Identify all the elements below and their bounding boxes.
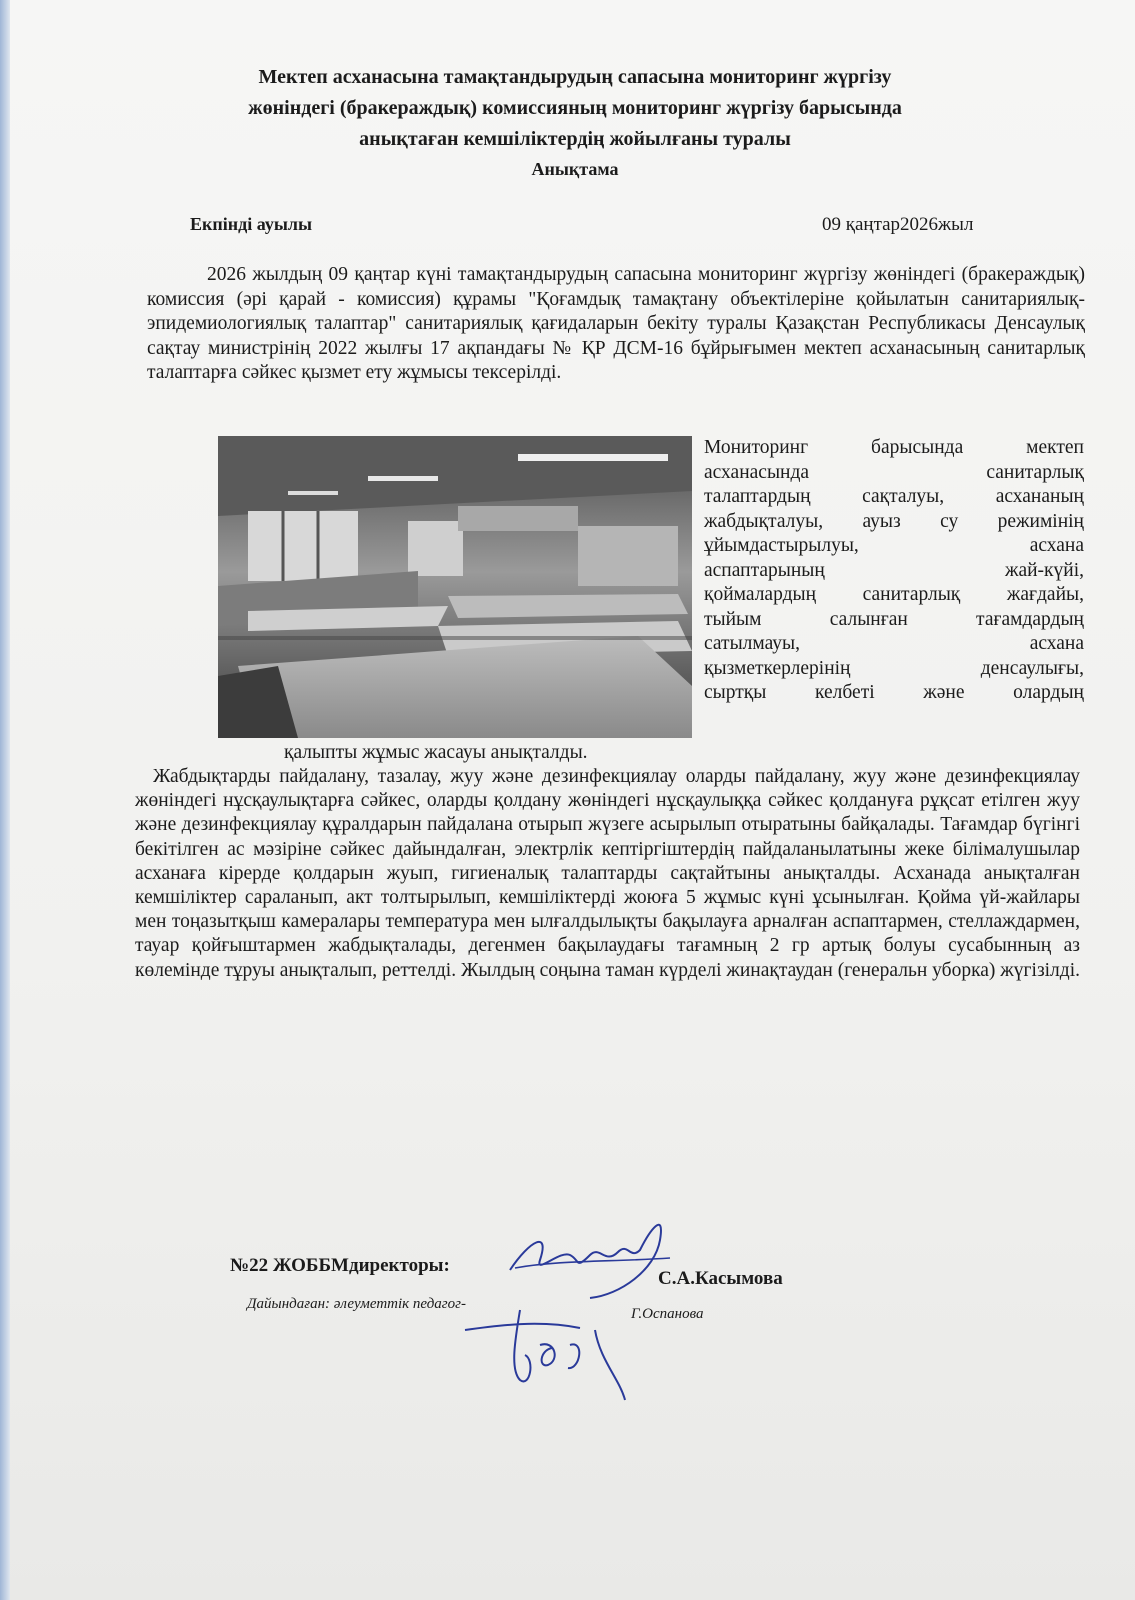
paragraph-intro: 2026 жылдың 09 қаңтар күні тамақтандырудың сапасына мониторинг жүргізу жөніндегі (бракераждық) комиссия (әрі қарай - комиссия) құрамы "Қоғамдық тамақтану объектілеріне қойылатын санитариялық-эпидемиологиялық талаптар" санитариялық қағидаларын бекіту туралы Қазақстан Республикасы Денсаулық сақтау министрінің 2022 жылғы 17 ақпандағы № ҚР ДСМ-16 бұйрығымен мектеп асханасының санитарлық талаптарға сәйкес қызмет ету жұмысы тексерілді. bbox=[147, 264, 1085, 383]
director-name: С.А.Касымова bbox=[658, 1268, 783, 1289]
title-line: Мектеп асханасына тамақтандырудың сапасына мониторинг жүргізу bbox=[258, 66, 892, 88]
column-line: жабдықталуы, ауыз су режимінің bbox=[704, 510, 1084, 532]
date-label: 09 қаңтар2026жыл bbox=[822, 214, 974, 235]
column-line: талаптардың сақталуы, асхананың bbox=[704, 486, 1084, 507]
title-line: анықтаған кемшіліктердің жойылғаны туралы bbox=[359, 128, 791, 150]
column-line: Мониторинг барысында мектеп bbox=[704, 437, 1084, 458]
column-line: сыртқы келбеті және олардың bbox=[704, 682, 1084, 703]
page-edge bbox=[0, 0, 10, 1600]
title-line: жөніндегі (бракераждық) комиссияның мониторинг жүргізу барысында bbox=[248, 97, 902, 119]
canteen-photo bbox=[218, 436, 692, 738]
column-tail: қалыпты жұмыс жасауы анықталды. bbox=[284, 742, 588, 763]
document-subtitle: Анықтама bbox=[531, 159, 619, 179]
place-label: Екпінді ауылы bbox=[190, 214, 313, 234]
column-line: асханасында санитарлық bbox=[704, 461, 1084, 483]
prepared-by-signature bbox=[460, 1300, 660, 1410]
paragraph-findings: Жабдықтарды пайдалану, тазалау, жуу және дезинфекциялау оларды пайдалану, жуу және дезинфекциялау жөніндегі нұсқаулықтарға сәйкес, оларды қолдану жөніндегі нұсқаулыққа сәйкес қолдануға рұқсат етілген жуу және дезинфекциялау құралдарын пайдалана отырып жүзеге асырылып отыратыны байқалады. Тағамдар бүгінгі бекітілген ас мәзіріне сәйкес дайындалған, электрлік кептіргіштердің пайдаланылатыны жеке білімалушылар асханаға кірерде қолдарын жуып, гигиеналық талаптарды сақтайтыны анықталды. Асханада анықталған кемшіліктер сараланып, акт толтырылып, кемшіліктерді жоюға 5 жұмыс күні ұсынылған. Қойма үй-жайлары мен тоңазытқыш камералары температура мен ылғалдылықты бақылауға арналған аспаптармен, стеллаждармен, тауар қойғыштармен жабдықталады, дегенмен бақылаудағы тағамның 2 гр артық болуы сусабынның аз көлемінде тұруы анықталып, реттелді. Жылдың соңына таман күрделі жинақтаудан (генеральн уборка) жүгізілді. bbox=[135, 766, 1081, 981]
prepared-by-name: Г.Оспанова bbox=[631, 1306, 704, 1322]
prepared-by-label: Дайындаған: әлеуметтік педагог- bbox=[247, 1296, 466, 1312]
director-label: №22 ЖОББМдиректоры: bbox=[230, 1255, 450, 1276]
column-line: аспаптарының жай-күйі, bbox=[704, 559, 1084, 581]
column-line: тыйым салынған тағамдардың bbox=[704, 608, 1084, 630]
document-title bbox=[150, 62, 1000, 155]
column-line: сатылмауы, асхана bbox=[704, 633, 1084, 654]
column-line: қоймалардың санитарлық жағдайы, bbox=[704, 584, 1084, 605]
column-line: қызметкерлерінің денсаулығы, bbox=[704, 657, 1084, 679]
column-line: ұйымдастырылуы, асхана bbox=[704, 535, 1084, 556]
monitoring-column bbox=[704, 436, 1084, 706]
